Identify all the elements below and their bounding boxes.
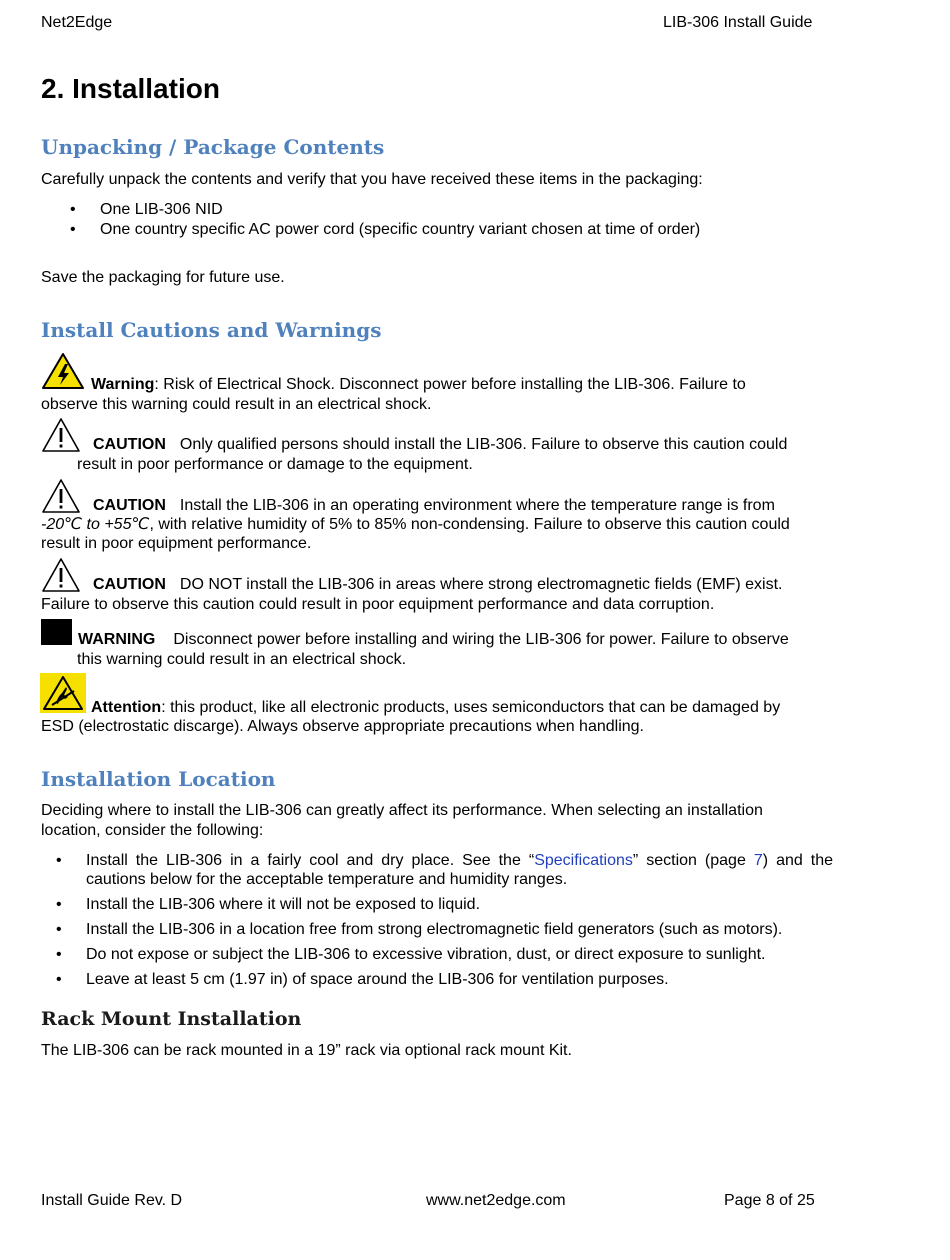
location-item: Install the LIB-306 where it will not be exposed to liquid. [86, 896, 481, 913]
warning-label: WARNING [78, 631, 156, 648]
section-heading-unpacking: Unpacking / Package Contents [41, 135, 385, 159]
caution-text: , with relative humidity of 5% to 85% non-condensing. Failure to observe this caution could [149, 516, 790, 533]
bullet-icon: • [70, 201, 76, 218]
warning-wiring-line1 [78, 630, 789, 650]
caution-qualified-line2: result in poor performance or damage to the equipment. [77, 456, 473, 473]
location-item: Install the LIB-306 in a location free from strong electromagnetic field generators (such as motors). [86, 921, 783, 938]
location-item-text: Install the LIB-306 in a fairly cool and dry place. See the “ [86, 852, 535, 869]
header-left: Net2Edge [41, 14, 113, 31]
bullet-icon: • [56, 852, 62, 869]
bullet-icon: • [56, 971, 62, 988]
caution-text: Install the LIB-306 in an operating environment where the temperature range is from [179, 497, 775, 514]
attention-label: Attention [91, 699, 162, 716]
location-intro-line1: Deciding where to install the LIB-306 can greatly affect its performance. When selecting an installation [41, 802, 763, 819]
location-intro-line2: location, consider the following: [41, 822, 264, 839]
warning-text: : Risk of Electrical Shock. Disconnect power before installing the LIB-306. Failure to [154, 376, 746, 393]
caution-label: CAUTION [93, 497, 166, 514]
save-packaging-note: Save the packaging for future use. [41, 269, 285, 286]
warning-block-icon [41, 619, 72, 645]
caution-label: CAUTION [93, 436, 166, 453]
footer-revision: Install Guide Rev. D [41, 1192, 183, 1209]
attention-text: : this product, like all electronic products, uses semiconductors that can be damaged by [161, 699, 781, 716]
caution-qualified-line1 [93, 435, 787, 455]
location-item-text: ” section (page [632, 852, 754, 869]
caution-temperature-line3: result in poor equipment performance. [41, 535, 312, 552]
section-heading-rack-mount: Rack Mount Installation [41, 1008, 302, 1030]
warning-label: Warning [91, 376, 155, 393]
bullet-icon: • [56, 921, 62, 938]
location-item-line2: cautions below for the acceptable temperature and humidity ranges. [86, 871, 568, 888]
location-item: Leave at least 5 cm (1.97 in) of space around the LIB-306 for ventilation purposes. [86, 971, 669, 988]
page-title: 2. Installation [41, 73, 220, 104]
bullet-icon: • [70, 221, 76, 238]
caution-text: DO NOT install the LIB-306 in areas where strong electromagnetic fields (EMF) exist. [179, 576, 783, 593]
attention-esd-line2: ESD (electrostatic discarge). Always observe appropriate precautions when handling. [41, 718, 644, 735]
caution-triangle-icon [41, 417, 81, 453]
specifications-link[interactable]: Specifications [534, 852, 633, 869]
location-item-text: ) and the [762, 852, 834, 869]
caution-temperature-line1 [93, 496, 775, 516]
temperature-range: -20℃ to +55℃ [41, 516, 150, 533]
location-item: Do not expose or subject the LIB-306 to excessive vibration, dust, or direct exposure to sunlight. [86, 946, 766, 963]
caution-temperature-line2 [41, 515, 790, 535]
unpacking-intro: Carefully unpack the contents and verify that you have received these items in the packaging: [41, 171, 703, 188]
warning-electrical-line1 [91, 375, 746, 395]
caution-triangle-icon [41, 557, 81, 593]
caution-label: CAUTION [93, 576, 166, 593]
caution-text: Only qualified persons should install the LIB-306. Failure to observe this caution could [179, 436, 788, 453]
bullet-icon: • [56, 946, 62, 963]
section-heading-location: Installation Location [41, 767, 276, 791]
rack-mount-text: The LIB-306 can be rack mounted in a 19” rack via optional rack mount Kit. [41, 1042, 572, 1059]
esd-sensitive-icon [40, 673, 86, 713]
footer-website: www.net2edge.com [426, 1192, 566, 1209]
location-item [86, 851, 833, 871]
electrical-hazard-icon [41, 352, 85, 390]
caution-triangle-icon [41, 478, 81, 514]
caution-emf-line2: Failure to observe this caution could result in poor equipment performance and data corruption. [41, 596, 715, 613]
warning-wiring-line2: this warning could result in an electrical shock. [77, 651, 407, 668]
bullet-icon: • [56, 896, 62, 913]
header-right: LIB-306 Install Guide [663, 14, 813, 31]
caution-emf-line1 [93, 575, 783, 595]
attention-esd-line1 [91, 698, 780, 718]
package-item: One LIB-306 NID [100, 201, 223, 218]
section-heading-cautions: Install Cautions and Warnings [41, 318, 382, 342]
footer-page-number: Page 8 of 25 [724, 1192, 815, 1209]
page-link[interactable]: 7 [753, 852, 763, 869]
package-item: One country specific AC power cord (specific country variant chosen at time of order) [100, 221, 701, 238]
warning-electrical-line2: observe this warning could result in an electrical shock. [41, 396, 432, 413]
warning-text: Disconnect power before installing and wiring the LIB-306 for power. Failure to observe [173, 631, 789, 648]
